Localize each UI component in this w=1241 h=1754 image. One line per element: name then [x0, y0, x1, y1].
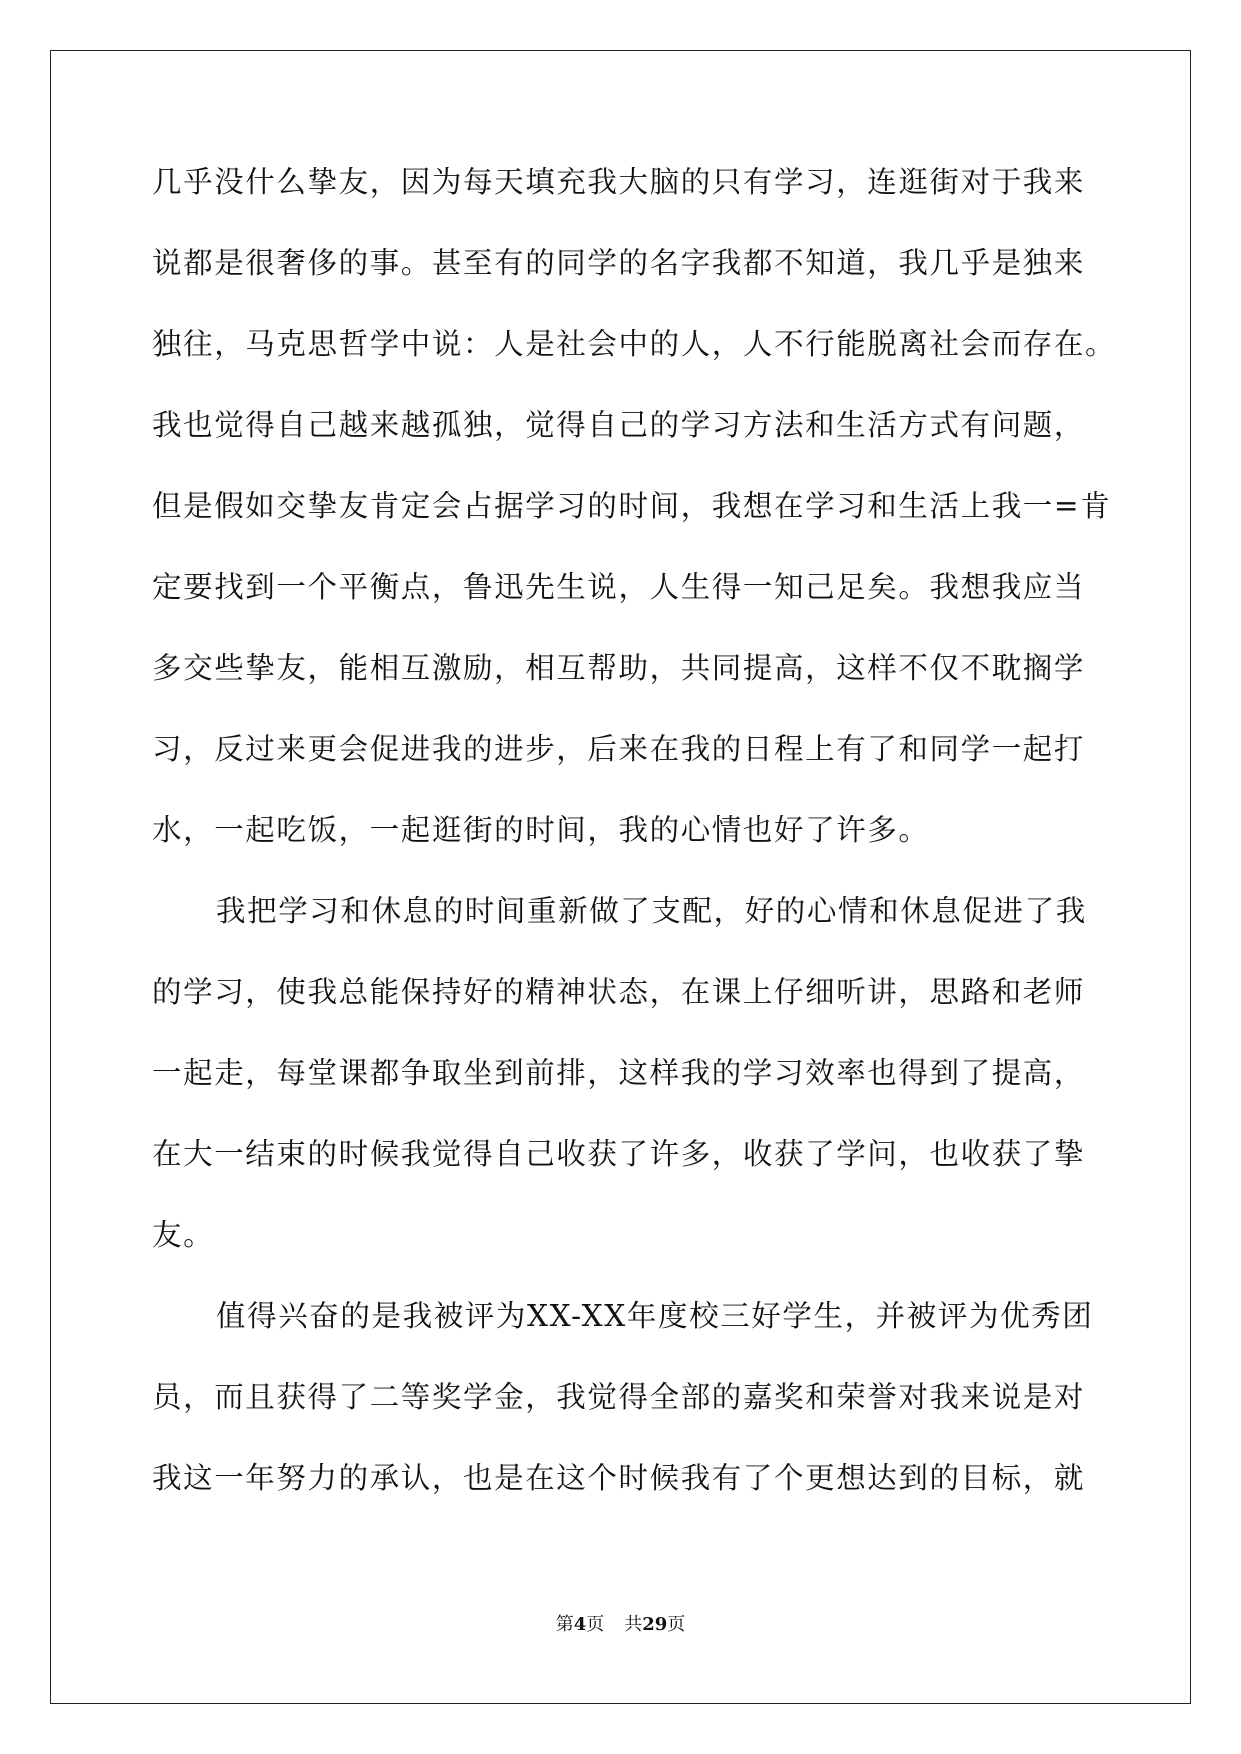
paragraph-start-line: 值得兴奋的是我被评为XX-XX年度校三好学生，并被评为优秀团 [216, 1299, 1094, 1333]
text-line: 员，而且获得了二等奖学金，我觉得全部的嘉奖和荣誉对我来说是对 [152, 1380, 1086, 1414]
text-line: 我这一年努力的承认，也是在这个时候我有了个更想达到的目标，就 [152, 1461, 1086, 1495]
text-line: 我也觉得自己越来越孤独，觉得自己的学习方法和生活方式有问题， [152, 408, 1086, 442]
text-line: 但是假如交挚友肯定会占据学习的时间，我想在学习和生活上我一=肯 [152, 489, 1112, 523]
page-unit: 页 [586, 1614, 605, 1635]
text-line: 友。 [152, 1218, 215, 1252]
text-line: 习，反过来更会促进我的进步，后来在我的日程上有了和同学一起打 [152, 732, 1086, 766]
text-line: 几乎没什么挚友，因为每天填充我大脑的只有学习，连逛街对于我来 [152, 165, 1086, 199]
page-number: 4 [573, 1614, 587, 1635]
text-line: 定要找到一个平衡点，鲁迅先生说，人生得一知己足矣。我想我应当 [152, 570, 1086, 604]
paragraph-start-line: 我把学习和休息的时间重新做了支配，好的心情和休息促进了我 [216, 894, 1087, 928]
page-footer [0, 1614, 1241, 1636]
total-prefix: 共 [624, 1614, 643, 1635]
text-line: 的学习，使我总能保持好的精神状态，在课上仔细听讲，思路和老师 [152, 975, 1086, 1009]
text-line: 水，一起吃饭，一起逛街的时间，我的心情也好了许多。 [152, 813, 930, 847]
text-line: 独往，马克思哲学中说：人是社会中的人，人不行能脱离社会而存在。 [152, 327, 1117, 361]
text-line: 在大一结束的时候我觉得自己收获了许多，收获了学问，也收获了挚 [152, 1137, 1086, 1171]
document-body [152, 165, 1117, 1542]
text-line: 一起走，每堂课都争取坐到前排，这样我的学习效率也得到了提高， [152, 1056, 1086, 1090]
total-unit: 页 [667, 1614, 686, 1635]
total-pages: 29 [642, 1614, 668, 1635]
page-prefix: 第 [555, 1614, 574, 1635]
text-line: 多交些挚友，能相互激励，相互帮助，共同提高，这样不仅不耽搁学 [152, 651, 1086, 685]
text-line: 说都是很奢侈的事。甚至有的同学的名字我都不知道，我几乎是独来 [152, 246, 1086, 280]
